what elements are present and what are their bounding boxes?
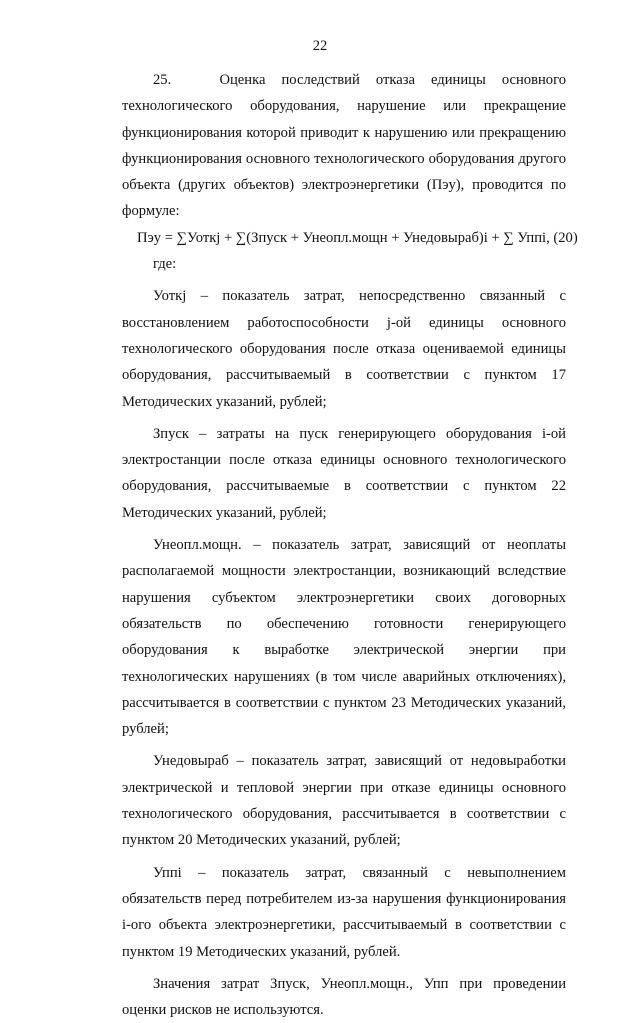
page-number: 22 — [312, 38, 328, 54]
definition-zpusk: Зпуск – затраты на пуск генерирующего оборудования i-ой электростанции после отказа единицы основного технологического оборудования, рассчитываемые в соответствии с пунктом 22 Методических указаний, рублей; — [122, 425, 566, 521]
definition-uneopl-moshn: Унеопл.мощн. – показатель затрат, зависящий от неоплаты располагаемой мощности электростанции, возникающий вследствие нарушения субъектом электроэнергетики своих договорных обязательств по обеспечению готовности генерирующего оборудования к выработке электрической энергии при технологических нарушениях (в том числе аварийных отключениях), рассчитывается в соответствии с пунктом 23 Методических указаний, рублей; — [122, 537, 566, 738]
closing-note: Значения затрат Зпуск, Унеопл.мощн., Упп при проведении оценки рисков не используются. — [122, 975, 566, 1019]
definition-uotk: Уоткj – показатель затрат, непосредственно связанный с восстановлением работоспособности j-ой единицы основного технологического оборудования после отказа оцениваемой единицы оборудования, рассчитываемый в соответствии с пунктом 17 Методических указаний, рублей; — [122, 288, 566, 410]
paragraph-clause-25: 25. Оценка последствий отказа единицы основного технологического оборудования, нарушение или прекращение функционирования которой приводит к нарушению или прекращению функционирования основного технологического оборудования другого объекта (других объектов) электроэнергетики (Пэу), проводится по формуле: — [122, 72, 566, 220]
formula-20: Пэу = ∑Уоткj + ∑(Зпуск + Унеопл.мощн + Унедовыраб)i + ∑ Уппi, (20) — [137, 229, 578, 246]
definition-upp: Уппi – показатель затрат, связанный с невыполнением обязательств перед потребителем из-за нарушения функционирования i-ого объекта электроэнергетики, рассчитываемый в соответствии с пунктом 19 Методических указаний, рублей. — [122, 864, 566, 960]
definition-unedovyrab: Унедовыраб – показатель затрат, зависящий от недовыработки электрической и тепловой энергии при отказе единицы основного технологического оборудования, рассчитывается в соответствии с пунктом 20 Методических указаний, рублей; — [122, 753, 566, 849]
where-label: где: — [153, 256, 177, 273]
document-body — [122, 67, 578, 1023]
